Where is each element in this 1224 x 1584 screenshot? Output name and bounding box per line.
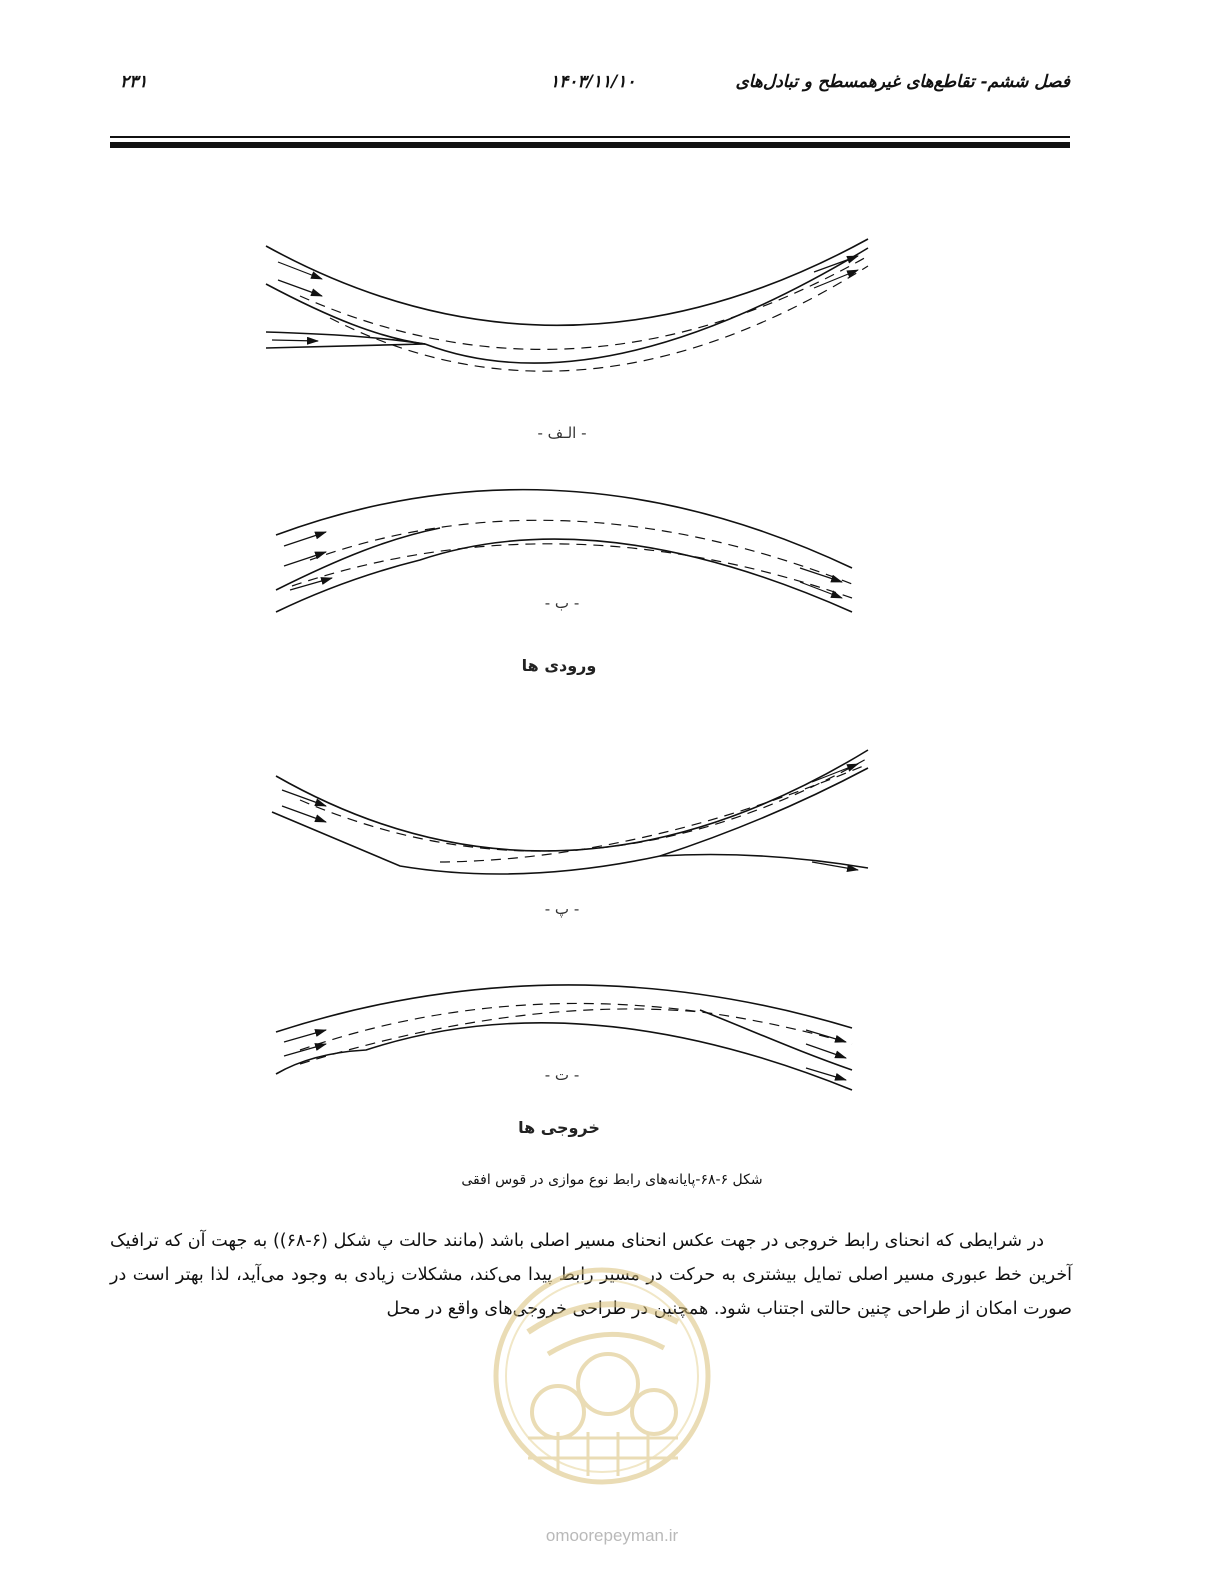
panel-c-diagram bbox=[272, 750, 868, 874]
panel-b-label: - ب - bbox=[544, 594, 580, 612]
page-number: ۲۳۱ bbox=[120, 72, 148, 92]
panel-d-label: - ت - bbox=[544, 1066, 580, 1084]
panel-a-diagram bbox=[266, 239, 868, 378]
watermark-url: omoorepeyman.ir bbox=[545, 1526, 679, 1545]
paragraph-text: در شرایطی که انحنای رابط خروجی در جهت عکس انحنای مسیر اصلی باشد (مانند حالت پ شکل (۶-۶۸)) به جهت آن که ترافیک آخرین خط عبوری مسیر اصلی تمایل بیشتری به حرکت در مسیر رابط پیدا می‌کند، مشکلات زیادی به وجود می‌آید، لذا بهتر است در صورت امکان از طراحی چنین حالتی اجتناب شود. همچنین در طراحی خروجی‌های واقع در محل bbox=[110, 1231, 1072, 1319]
panel-c-label: - پ - bbox=[544, 900, 580, 918]
chapter-title: فصل ششم- تقاطع‌های غیرهمسطح و تبادل‌های bbox=[735, 72, 1070, 92]
figure-caption: شکل ۶-۶۸-پایانه‌های رابط نوع موازی در قوس افقی bbox=[461, 1172, 763, 1188]
entrances-heading: ورودی ها bbox=[521, 656, 597, 675]
publisher-logo-watermark bbox=[488, 1262, 716, 1490]
header-date: ۱۴۰۳/۱۱/۱۰ bbox=[550, 72, 636, 92]
panel-a-label: - الـف - bbox=[537, 424, 587, 442]
exits-heading: خروجی ها bbox=[518, 1118, 600, 1137]
